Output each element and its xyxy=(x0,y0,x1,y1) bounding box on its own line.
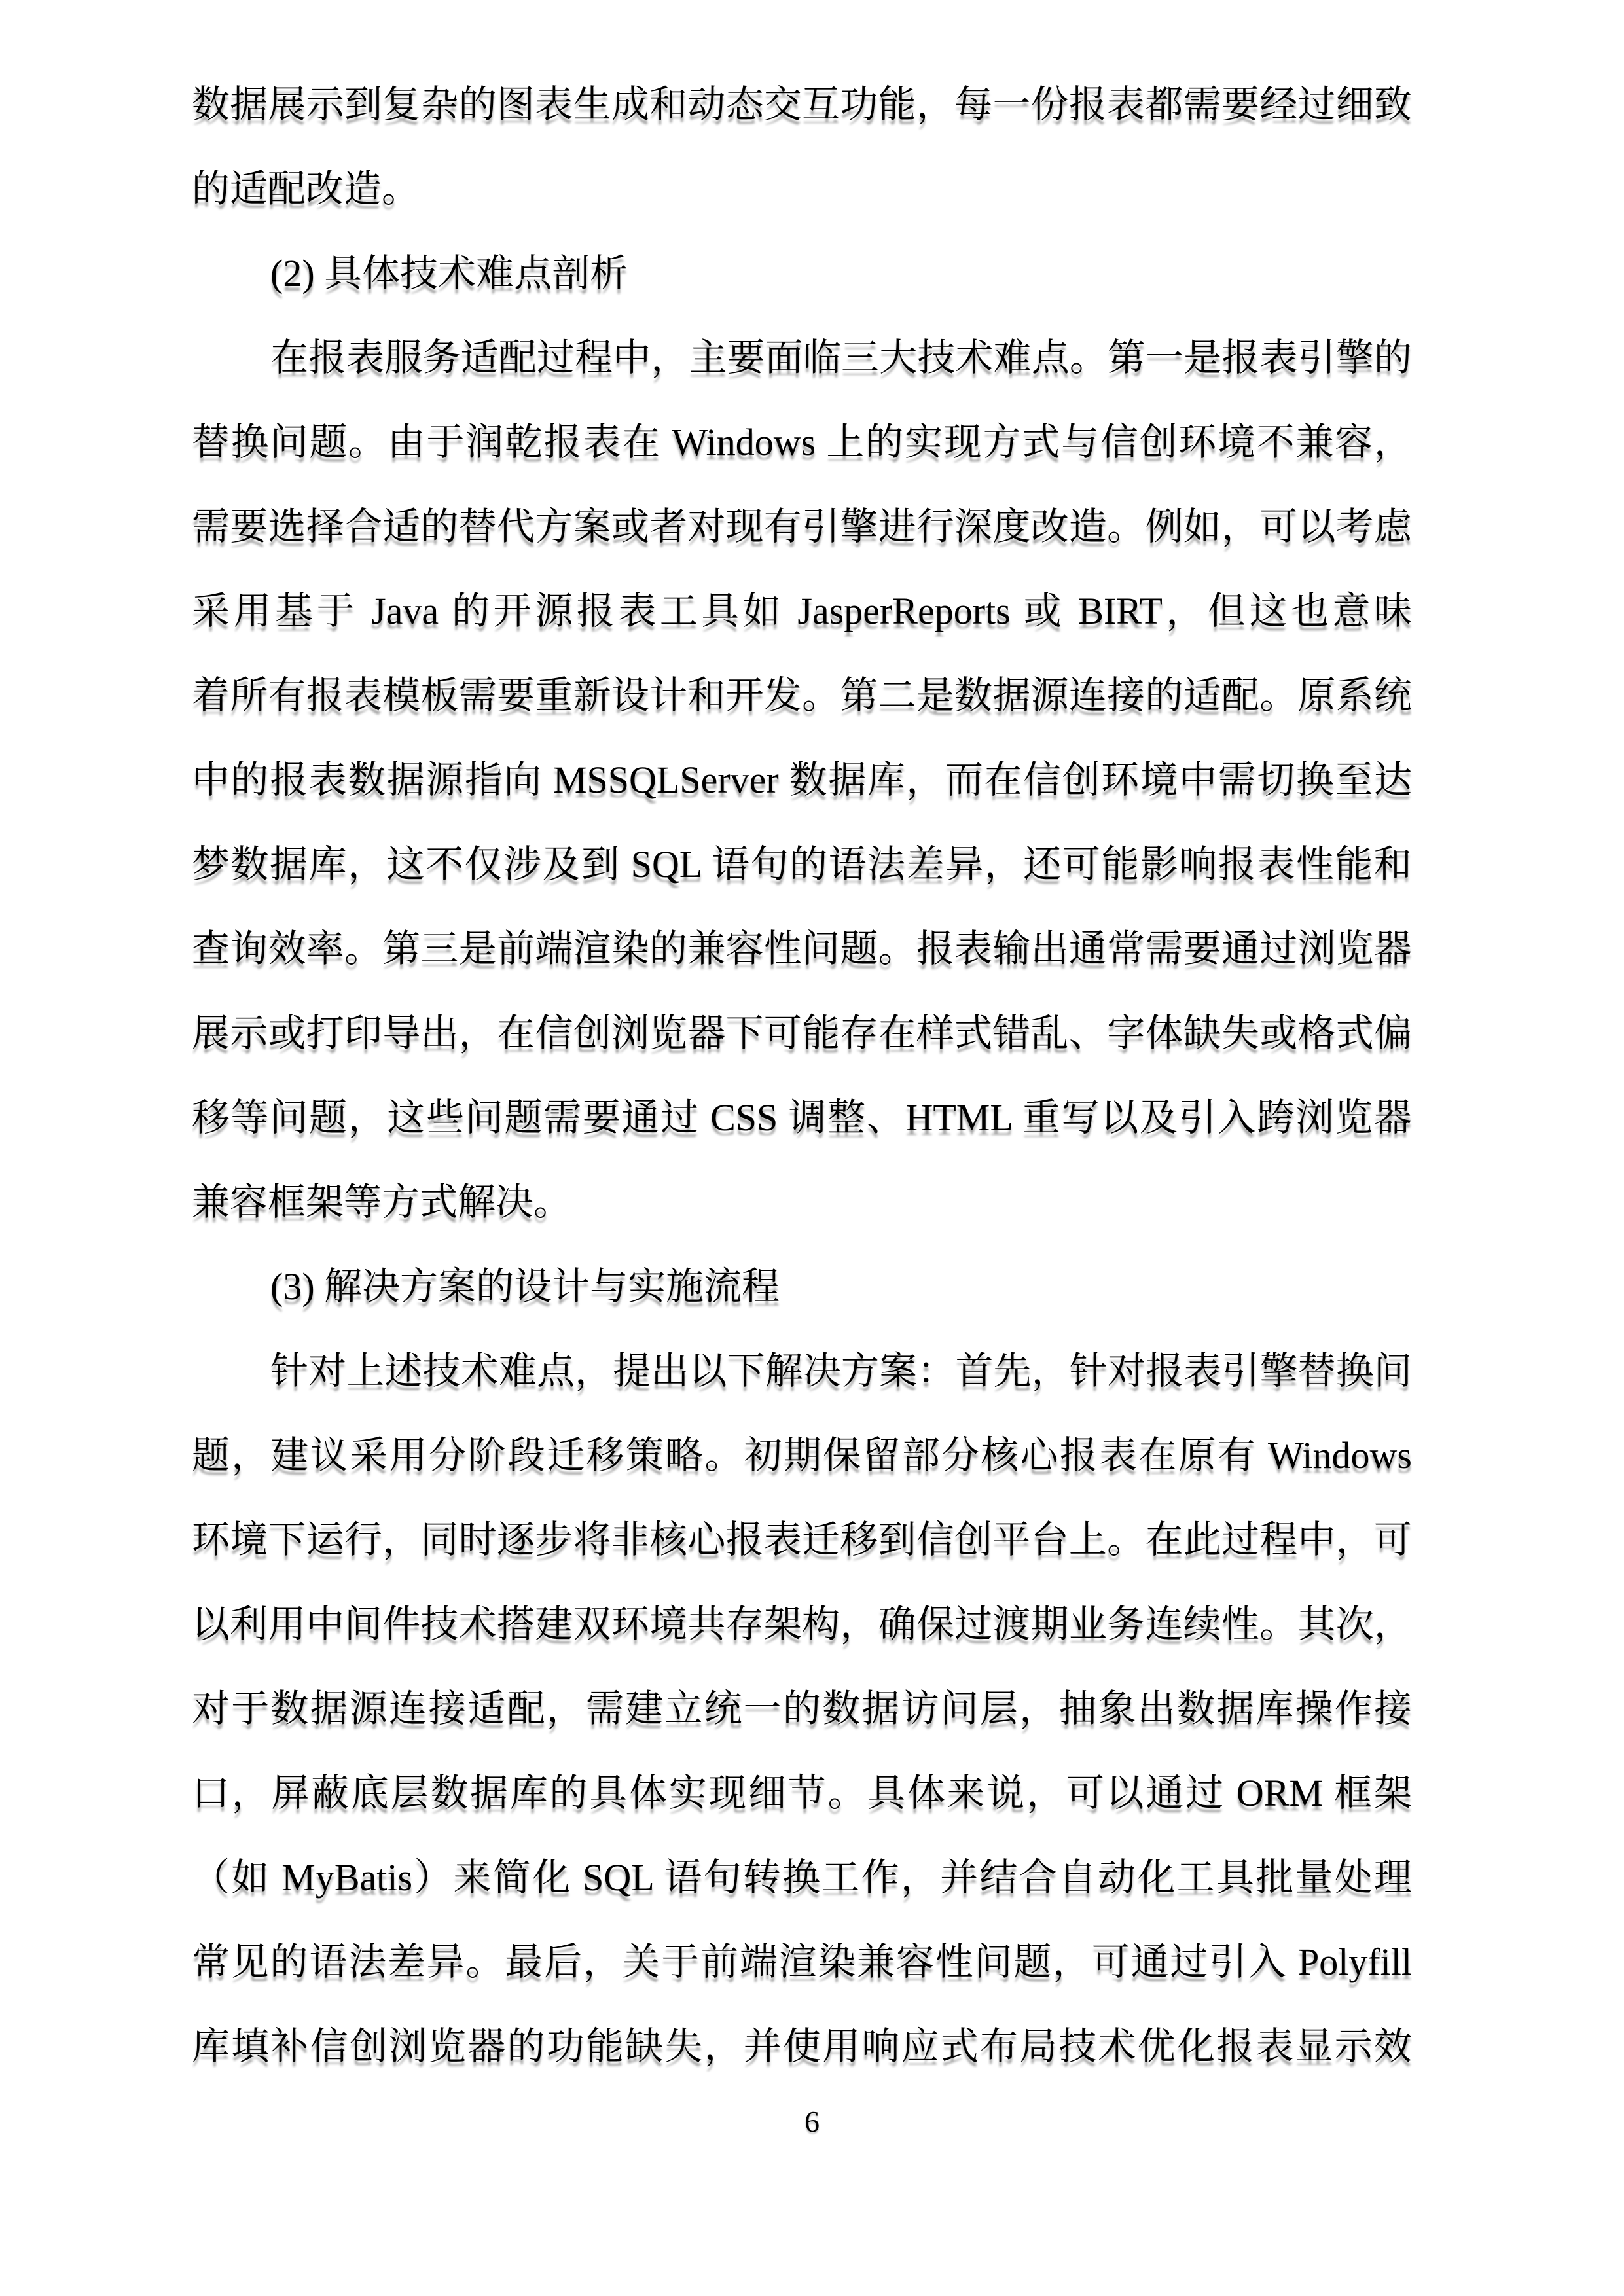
page-number: 6 xyxy=(804,2105,820,2138)
text-line: (2) 具体技术难点剖析 xyxy=(270,252,628,295)
text-line: 对于数据源连接适配，需建立统一的数据访问层，抽象出数据库操作接 xyxy=(192,1687,1412,1730)
text-line: (3) 解决方案的设计与实施流程 xyxy=(270,1265,780,1308)
text-line: 常见的语法差异。最后，关于前端渲染兼容性问题，可通过引入 Polyfill xyxy=(192,1941,1412,1983)
text-line: 在报表服务适配过程中，主要面临三大技术难点。第一是报表引擎的 xyxy=(270,336,1412,379)
text-line: 梦数据库，这不仅涉及到 SQL 语句的语法差异，还可能影响报表性能和 xyxy=(192,843,1412,886)
text-line: 展示或打印导出，在信创浏览器下可能存在样式错乱、字体缺失或格式偏 xyxy=(192,1012,1412,1054)
text-line: 查询效率。第三是前端渲染的兼容性问题。报表输出通常需要通过浏览器 xyxy=(192,927,1412,970)
text-line: 数据展示到复杂的图表生成和动态交互功能，每一份报表都需要经过细致 xyxy=(192,83,1412,126)
text-line: 题，建议采用分阶段迁移策略。初期保留部分核心报表在原有 Windows xyxy=(192,1434,1412,1477)
text-line: 口，屏蔽底层数据库的具体实现细节。具体来说，可以通过 ORM 框架 xyxy=(192,1772,1412,1814)
text-line: 替换问题。由于润乾报表在 Windows 上的实现方式与信创环境不兼容， xyxy=(192,421,1412,463)
text-line: 的适配改造。 xyxy=(192,168,420,210)
text-line: 针对上述技术难点，提出以下解决方案：首先，针对报表引擎替换问 xyxy=(270,1350,1412,1392)
text-line: 需要选择合适的替代方案或者对现有引擎进行深度改造。例如，可以考虑 xyxy=(192,505,1412,548)
document-body xyxy=(192,62,1412,2089)
text-line: 中的报表数据源指向 MSSQLServer 数据库，而在信创环境中需切换至达 xyxy=(192,759,1412,801)
text-line: 移等问题，这些问题需要通过 CSS 调整、HTML 重写以及引入跨浏览器 xyxy=(192,1096,1412,1139)
text-line: 兼容框架等方式解决。 xyxy=(192,1181,572,1223)
text-line: 以利用中间件技术搭建双环境共存架构，确保过渡期业务连续性。其次， xyxy=(192,1603,1412,1645)
text-line: 采用基于 Java 的开源报表工具如 JasperReports 或 BIRT，但这也意味 xyxy=(192,590,1412,632)
text-line: 环境下运行，同时逐步将非核心报表迁移到信创平台上。在此过程中，可 xyxy=(192,1518,1412,1561)
text-line: （如 MyBatis）来简化 SQL 语句转换工作，并结合自动化工具批量处理 xyxy=(192,1856,1412,1899)
text-line: 库填补信创浏览器的功能缺失，并使用响应式布局技术优化报表显示效 xyxy=(192,2025,1412,2068)
text-line: 着所有报表模板需要重新设计和开发。第二是数据源连接的适配。原系统 xyxy=(192,674,1412,717)
